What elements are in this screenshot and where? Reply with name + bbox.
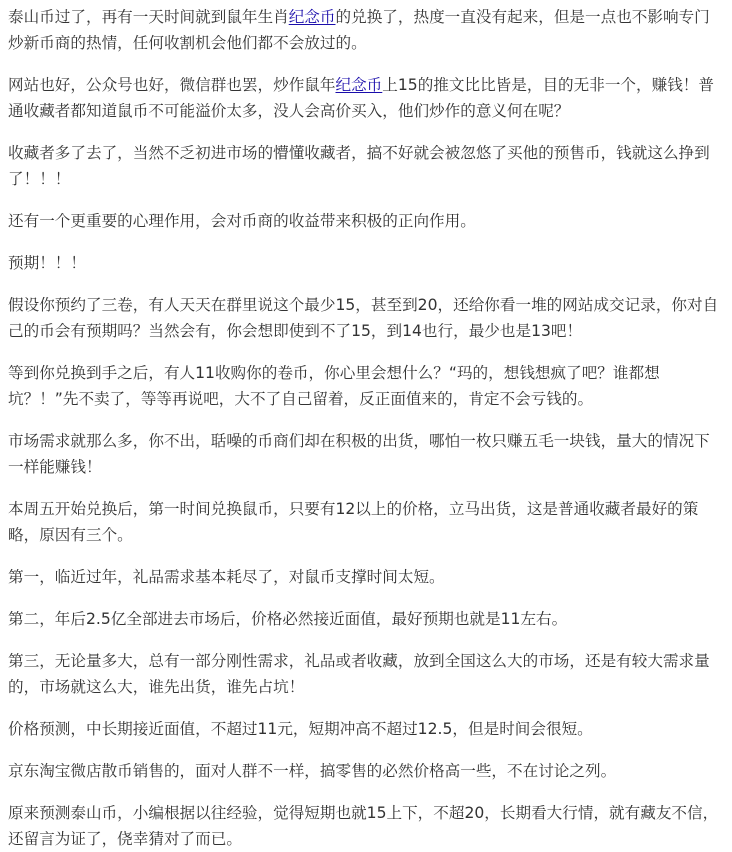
commemorative-coin-link[interactable]: 纪念币 xyxy=(335,76,383,94)
paragraph: 预期！！！ xyxy=(8,254,86,272)
paragraph-text: 上15的推文比比皆是，目的无非一个，赚钱！普通收藏者都知道鼠币不可能溢价太多，没人会高价买入，他们炒作的意义何在呢？ xyxy=(8,76,714,120)
paragraph: 第一，临近过年，礼品需求基本耗尽了，对鼠币支撑时间太短。 xyxy=(8,568,445,586)
paragraph: 市场需求就那么多，你不出，聒噪的币商们却在积极的出货，哪怕一枚只赚五毛一块钱，量大的情况下一样能赚钱！ xyxy=(8,432,710,476)
paragraph-text: 泰山币过了，再有一天时间就到鼠年生肖 xyxy=(8,8,289,26)
paragraph: 第二，年后2.5亿全部进去市场后，价格必然接近面值，最好预期也就是11左右。 xyxy=(8,610,568,628)
commemorative-coin-link[interactable]: 纪念币 xyxy=(288,8,336,26)
paragraph xyxy=(8,72,724,124)
paragraph: 第三，无论量多大，总有一部分刚性需求，礼品或者收藏，放到全国这么大的市场，还是有较大需求量的，市场就这么大，谁先出货，谁先占坑！ xyxy=(8,652,710,696)
paragraph xyxy=(8,4,724,56)
paragraph: 本周五开始兑换后，第一时间兑换鼠币，只要有12以上的价格，立马出货，这是普通收藏者最好的策略，原因有三个。 xyxy=(8,500,699,544)
paragraph: 假设你预约了三卷，有人天天在群里说这个最少15，甚至到20，还给你看一堆的网站成交记录，你对自己的币会有预期吗？当然会有，你会想即使到不了15，到14也行，最少也是13吧！ xyxy=(8,296,719,340)
paragraph: 京东淘宝微店散币销售的，面对人群不一样，搞零售的必然价格高一些，不在讨论之列。 xyxy=(8,762,617,780)
paragraph: 还有一个更重要的心理作用，会对币商的收益带来积极的正向作用。 xyxy=(8,212,476,230)
paragraph: 收藏者多了去了，当然不乏初进市场的懵懂收藏者，搞不好就会被忽悠了买他的预售币，钱就这么挣到了！！！ xyxy=(8,144,710,188)
paragraph: 价格预测，中长期接近面值，不超过11元，短期冲高不超过12.5，但是时间会很短。 xyxy=(8,720,593,738)
paragraph-text: 的兑换了，热度一直没有起来，但是一点也不影响专门炒新币商的热情，任何收割机会他们都不会放过的。 xyxy=(8,8,710,52)
paragraph-text: 网站也好，公众号也好，微信群也罢，炒作鼠年 xyxy=(8,76,336,94)
paragraph: 等到你兑换到手之后，有人11收购你的卷币，你心里会想什么？“玛的，想钱想疯了吧？谁都想坑？！”先不卖了，等等再说吧，大不了自己留着，反正面值来的，肯定不会亏钱的。 xyxy=(8,364,660,408)
paragraph: 原来预测泰山币，小编根据以往经验，觉得短期也就15上下，不超20，长期看大行情，就有藏友不信，还留言为证了，侥幸猜对了而已。 xyxy=(8,804,719,848)
